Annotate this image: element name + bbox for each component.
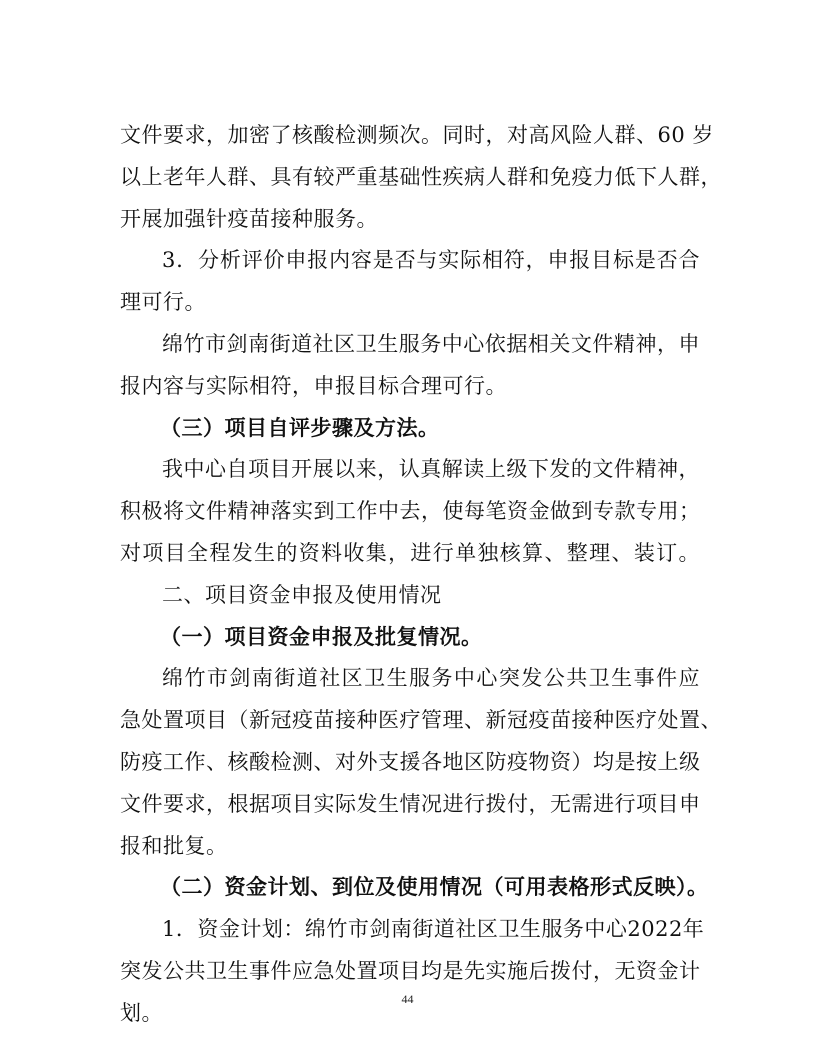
section-heading: （三）项目自评步骤及方法。 [160,415,440,440]
section-heading: （二）资金计划、到位及使用情况（可用表格形式反映）。 [160,874,709,899]
paragraph-line: 开展加强针疫苗接种服务。 [120,207,378,231]
paragraph-line: 1．资金计划：绵竹市剑南街道社区卫生服务中心2022年 [162,917,705,941]
paragraph-line: 绵竹市剑南街道社区卫生服务中心依据相关文件精神，申 [162,332,700,356]
section-heading: 二、项目资金申报及使用情况 [162,583,442,607]
paragraph-line: 理可行。 [120,290,206,314]
paragraph-line: 文件要求，加密了核酸检测频次。同时，对高风险人群、60 岁 [120,123,714,147]
paragraph-line: 突发公共卫生事件应急处置项目均是先实施后拨付，无资金计 [120,959,701,983]
paragraph-line: 积极将文件精神落实到工作中去，使每笔资金做到专款专用； [120,499,701,523]
paragraph-line: 文件要求，根据项目实际发生情况进行拨付，无需进行项目申 [120,792,701,816]
paragraph-line: 以上老年人群、具有较严重基础性疾病人群和免疫力低下人群， [120,165,722,189]
page-number: 44 [401,992,414,1006]
paragraph-line: 急处置项目（新冠疫苗接种医疗管理、新冠疫苗接种医疗处置、 [120,708,722,732]
paragraph-line: 划。 [120,1001,163,1025]
paragraph-line: 防疫工作、核酸检测、对外支援各地区防疫物资）均是按上级 [120,750,701,774]
paragraph-line: 报和批复。 [120,834,228,858]
paragraph-line: 3．分析评价申报内容是否与实际相符，申报目标是否合 [162,248,700,272]
paragraph-line: 我中心自项目开展以来，认真解读上级下发的文件精神， [162,457,700,481]
section-heading: （一）项目资金申报及批复情况。 [160,624,483,649]
paragraph-line: 对项目全程发生的资料收集，进行单独核算、整理、装订。 [120,541,700,565]
paragraph-line: 报内容与实际相符，申报目标合理可行。 [120,374,507,398]
paragraph-line: 绵竹市剑南街道社区卫生服务中心突发公共卫生事件应 [162,666,700,690]
